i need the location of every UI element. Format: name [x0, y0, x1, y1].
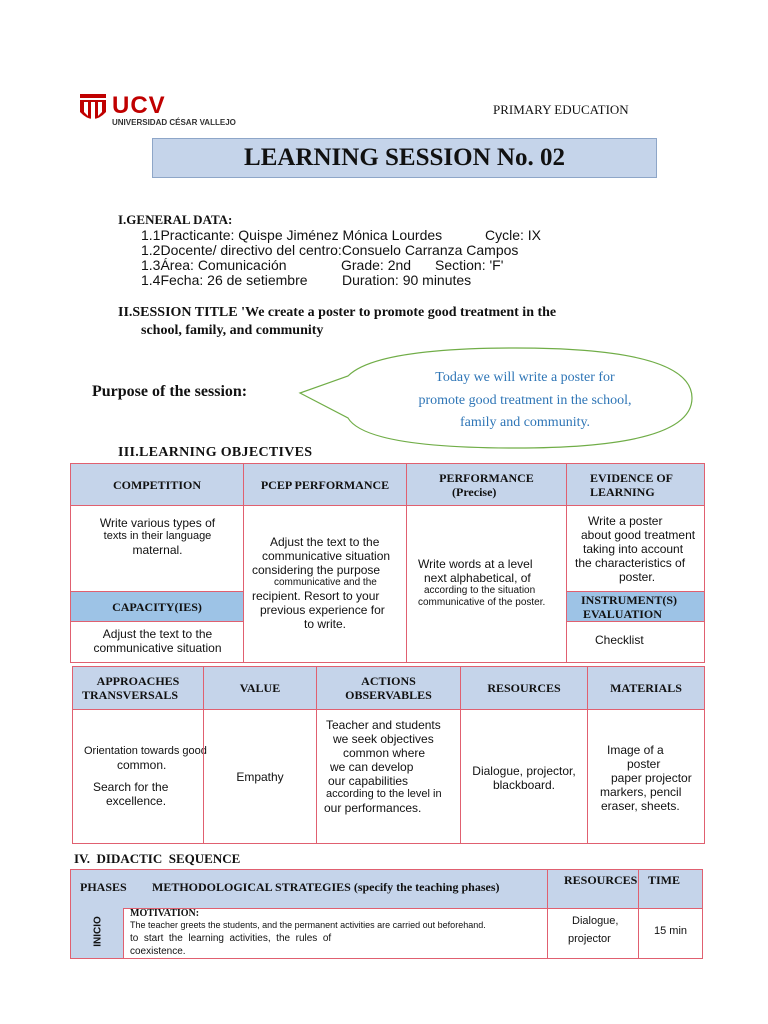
strategies-header: METHODOLOGICAL STRATEGIES (specify the teaching phases) — [152, 880, 500, 894]
materials-cell: Image of a poster paper projector markers, pencil eraser, sheets. — [587, 709, 705, 844]
general-line-4b: Duration: 90 minutes — [342, 272, 472, 288]
general-line-4a: 1.4Fecha: 26 de setiembre — [141, 272, 308, 288]
didactic-heading: IV. DIDACTIC SEQUENCE — [74, 851, 241, 866]
performance-header: PERFORMANCE (Precise) — [406, 463, 567, 506]
objectives-heading: III.LEARNING OBJECTIVES — [118, 445, 313, 460]
purpose-bubble-text — [390, 367, 660, 435]
didactic-text-2: to start the learning activities, the rules of — [130, 933, 332, 944]
performance-cell: Write words at a level next alphabetical, of according to the situation communicative of the poster. — [406, 505, 567, 663]
education-level: PRIMARY EDUCATION — [493, 102, 629, 117]
phases-header: PHASES — [80, 880, 127, 894]
purpose-line-3: family and community. — [459, 415, 591, 430]
value-cell: Empathy — [203, 709, 317, 844]
session-title-line-1: II.SESSION TITLE 'We create a poster to promote good treatment in the — [118, 305, 557, 320]
ucv-shield-icon — [78, 92, 108, 128]
materials-header: MATERIALS — [587, 666, 705, 710]
session-title-line-2: school, family, and community — [141, 323, 324, 338]
competition-header: COMPETITION — [70, 463, 244, 506]
title-box — [152, 138, 657, 178]
general-line-1b: Cycle: IX — [485, 227, 542, 243]
didactic-time: 15 min — [654, 925, 688, 937]
capacity-cell: Adjust the text to the communicative situation — [70, 621, 244, 663]
capacity-header: CAPACITY(IES) — [70, 591, 244, 622]
ucv-logo — [78, 92, 236, 132]
phase-label: INICIO — [92, 916, 104, 947]
phase-cell — [71, 908, 124, 958]
logo-text: UCV — [112, 92, 166, 119]
time-header: TIME — [648, 873, 681, 887]
didactic-text-3: coexistence. — [130, 946, 186, 957]
page-title: LEARNING SESSION No. 02 — [244, 144, 565, 171]
purpose-line-1: Today we will write a poster for — [435, 370, 615, 385]
value-header: VALUE — [203, 666, 317, 710]
didactic-res-2: projector — [568, 933, 611, 945]
approaches-header: APPROACHES TRANSVERSALS — [72, 666, 204, 710]
general-line-3c: Section: 'F' — [435, 257, 504, 273]
resources-header: RESOURCES — [460, 666, 588, 710]
pcep-header: PCEP PERFORMANCE — [243, 463, 407, 506]
general-data-heading: I.GENERAL DATA: — [118, 212, 233, 227]
instrument-cell: Checklist — [566, 621, 705, 663]
approaches-cell: Orientation towards good common. Search for the excellence. — [72, 709, 204, 844]
actions-header: ACTIONS OBSERVABLES — [316, 666, 461, 710]
instrument-header: INSTRUMENT(S) EVALUATION — [566, 591, 705, 622]
general-line-1a: 1.1Practicante: Quispe Jiménez Mónica Lourdes — [141, 227, 443, 243]
purpose-line-2: promote good treatment in the school, — [418, 392, 632, 408]
general-line-3b: Grade: 2nd — [341, 257, 412, 273]
competition-cell: Write various types of texts in their language maternal. — [70, 505, 244, 592]
purpose-label: Purpose of the session: — [92, 383, 248, 400]
evidence-cell: Write a poster about good treatment taking into account the characteristics of poster. — [566, 505, 705, 592]
didactic-res-1: Dialogue, — [572, 915, 619, 927]
general-line-3a: 1.3Área: Comunicación — [141, 257, 287, 273]
didactic-text-1: The teacher greets the students, and the permanent activities are carried out beforehand. — [130, 920, 486, 930]
logo-subtext: UNIVERSIDAD CÉSAR VALLEJO — [112, 118, 236, 127]
motivation-label: MOTIVATION: — [130, 908, 200, 919]
resources-seq-header: RESOURCES — [564, 873, 638, 887]
resources-cell: Dialogue, projector, blackboard. — [460, 709, 588, 844]
general-line-2: 1.2Docente/ directivo del centro:Consuelo Carranza Campos — [141, 242, 519, 258]
actions-cell: Teacher and students we seek objectives common where we can develop our capabilities according to the level in our performances. — [316, 709, 461, 844]
pcep-cell: Adjust the text to the communicative situation considering the purpose communicative and the recipient. Resort to your previous experience for to write. — [243, 505, 407, 663]
evidence-header: EVIDENCE OF LEARNING — [566, 463, 705, 506]
